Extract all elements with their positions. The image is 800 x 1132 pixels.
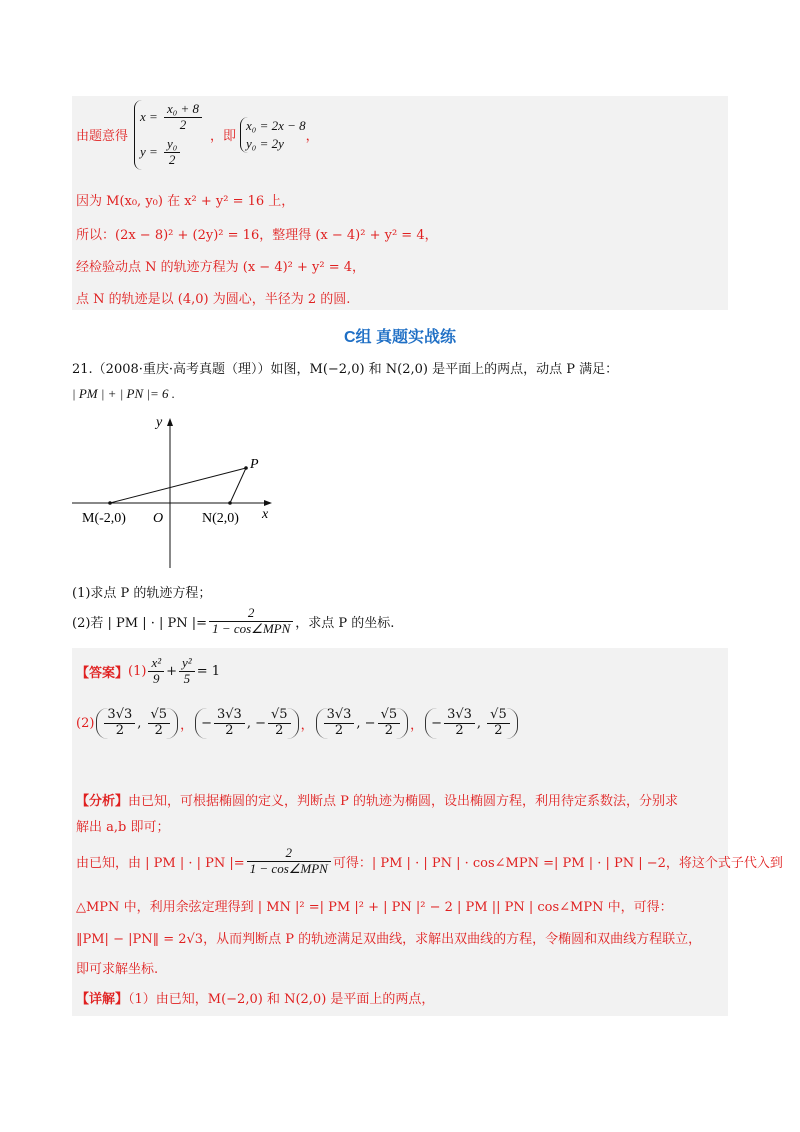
p1-xn: 3√3 [104,708,135,724]
sys1-row1-frac [164,102,202,133]
answer-2-prefix: (2) [76,715,95,731]
analysis-l3-pre: 由已知，由 | PM | · | PN |= [76,855,245,871]
q2-num: 2 [209,606,293,622]
p2-xd: 2 [225,722,234,738]
detail-text: （1）由已知，M(−2,0) 和 N(2,0) 是平面上的两点， [128,992,435,1007]
answer-1-prefix: (1) [128,663,147,679]
mid-text: ，即 [210,129,237,145]
p2-xs: − [201,715,212,731]
point-4: − $\frac{3√3}{2}$ , $\frac{√5}{2}$ [425,708,518,739]
equation-system-1 [134,100,204,170]
sys1-row2-den: 2 [168,151,176,167]
q2-den: 1 − cos∠MPN [212,620,291,636]
analysis-line-3 [76,846,783,877]
answer-1-frac-y [179,656,195,687]
p3-y [378,708,401,739]
equation-system-2 [240,117,306,154]
answer-line-1 [76,656,220,687]
analysis-line-2: 解出 a,b 即可； [76,820,170,835]
analysis-line-6: 即可求解坐标. [76,962,159,977]
p3-yn: √5 [378,708,401,724]
lead-text: 由题意得 [76,129,129,145]
q2-fraction [209,606,293,637]
a1-f1-num: x² [148,656,164,672]
a1-f2-den: 5 [183,670,191,686]
coordinate-figure [70,410,290,570]
detail-tag: 【详解】 [76,992,129,1007]
segment-pn [230,468,246,503]
analysis-l3-num: 2 [247,846,331,862]
p4-xn: 3√3 [444,708,475,724]
solution-line-4: 经检验动点 N 的轨迹方程为 (x − 4)² + y² = 4， [76,260,366,275]
p3-xn: 3√3 [324,708,355,724]
x-axis-label: x [262,507,269,522]
p4-y [487,708,510,739]
solution-line-3: 所以：(2x − 8)² + (2y)² = 16，整理得 (x − 4)² + y² = 4， [76,228,438,243]
analysis-line-1 [76,790,678,809]
p3-ys: − [364,715,376,731]
answer-1-eq: = 1 [196,663,220,679]
p3-x [324,708,355,739]
m-label: M(-2,0) [82,511,126,526]
sys1-row1-lhs: x = [140,108,158,124]
a1-f1-den: 9 [153,670,160,686]
analysis-line-4: △MPN 中，利用余弦定理得到 | MN |² =| PM |² + | PN |² − 2 | PM || PN | cos∠MPN 中，可得： [76,900,673,915]
p4-yd: 2 [494,722,503,738]
p2-xn: 3√3 [214,708,245,724]
p1-y [148,708,171,739]
point-p [244,466,248,470]
point-3: $\frac{3√3}{2}$ , − $\frac{√5}{2}$ [316,708,409,739]
sep-2: ， [300,717,314,733]
p2-y [268,708,291,739]
sys2-row2: y₀ = 2y [246,135,284,151]
p2-yd: 2 [275,722,284,738]
question-2 [72,606,394,637]
answer-box [72,648,783,1016]
problem-line-1: 21.（2008·重庆·高考真题（理））如图，M(−2,0) 和 N(2,0) 是平面上的两点，动点 P 满足： [72,362,619,377]
analysis-l3-den: 1 − cos∠MPN [249,860,328,876]
x-axis-arrow [264,500,272,506]
point-n [228,501,232,505]
sys1-row2-num: y₀ [164,137,180,153]
solution-box-top [72,96,728,310]
sys1-row1-num: x₀ + 8 [164,102,202,118]
y-axis-arrow [167,418,173,426]
p4-xd: 2 [455,722,464,738]
sys1-row1-den: 2 [179,116,187,132]
sep-1: ， [180,717,194,733]
sep-3: ， [410,717,424,733]
p3-xd: 2 [334,722,344,738]
p2-ys: − [255,715,266,731]
origin-label: O [153,511,164,526]
tail-text: ， [305,129,319,145]
point-1: $\frac{3√3}{2}$ , $\frac{√5}{2}$ [96,708,178,739]
answer-tag: 【答案】 [76,665,129,681]
sys2-row1: x₀ = 2x − 8 [246,117,306,133]
section-title: C组 真题实战练 [343,329,456,346]
analysis-l1: 由已知，可根据椭圆的定义，判断点 P 的轨迹为椭圆，设出椭圆方程，利用待定系数法，分别求 [128,794,679,809]
p3-yd: 2 [384,722,393,738]
solution-line-2: 因为 M(x₀, y₀) 在 x² + y² = 16 上， [76,194,295,209]
p-label: P [250,457,259,472]
problem-line-2: | PM | + | PN |= 6 . [72,386,175,401]
p4-x [444,708,475,739]
answer-line-2 [76,708,520,739]
p2-yn: √5 [268,708,291,724]
solution-line-5: 点 N 的轨迹是以 (4,0) 为圆心，半径为 2 的圆. [76,292,351,307]
n-label: N(2,0) [202,511,239,526]
analysis-l3-post: 可得：| PM | · | PN | · cos∠MPN =| PM | · | PN | −2，将这个式子代入到 [332,855,783,871]
p4-yn: √5 [487,708,510,724]
p1-yd: 2 [154,722,163,738]
solution-line-1 [76,100,319,170]
p2-x [214,708,245,739]
p1-yn: √5 [148,708,171,724]
answer-1-plus: + [166,663,178,679]
sys1-row2-frac [164,137,180,168]
point-m [108,501,112,505]
analysis-tag: 【分析】 [76,794,129,809]
y-axis-label: y [156,415,163,430]
analysis-line-5: ‖PM| − |PN‖ = 2√3，从而判断点 P 的轨迹满足双曲线，求解出双曲线的方程，令椭圆和双曲线方程联立， [76,932,702,947]
p1-xd: 2 [115,722,124,738]
answer-1-frac-x [148,656,164,687]
q2-post: ，求点 P 的坐标. [295,615,395,631]
point-2: − $\frac{3√3}{2}$ , − $\frac{√5}{2}$ [195,708,298,739]
q2-pre: (2)若 | PM | · | PN |= [72,615,208,631]
sys1-row2-lhs: y = [140,143,158,159]
detail-line [76,988,434,1007]
analysis-l3-frac [247,846,331,877]
question-1: (1)求点 P 的轨迹方程； [72,586,212,601]
a1-f2-num: y² [179,656,195,672]
p4-xs: − [431,715,443,731]
p1-x [104,708,135,739]
segment-pm [110,468,246,503]
